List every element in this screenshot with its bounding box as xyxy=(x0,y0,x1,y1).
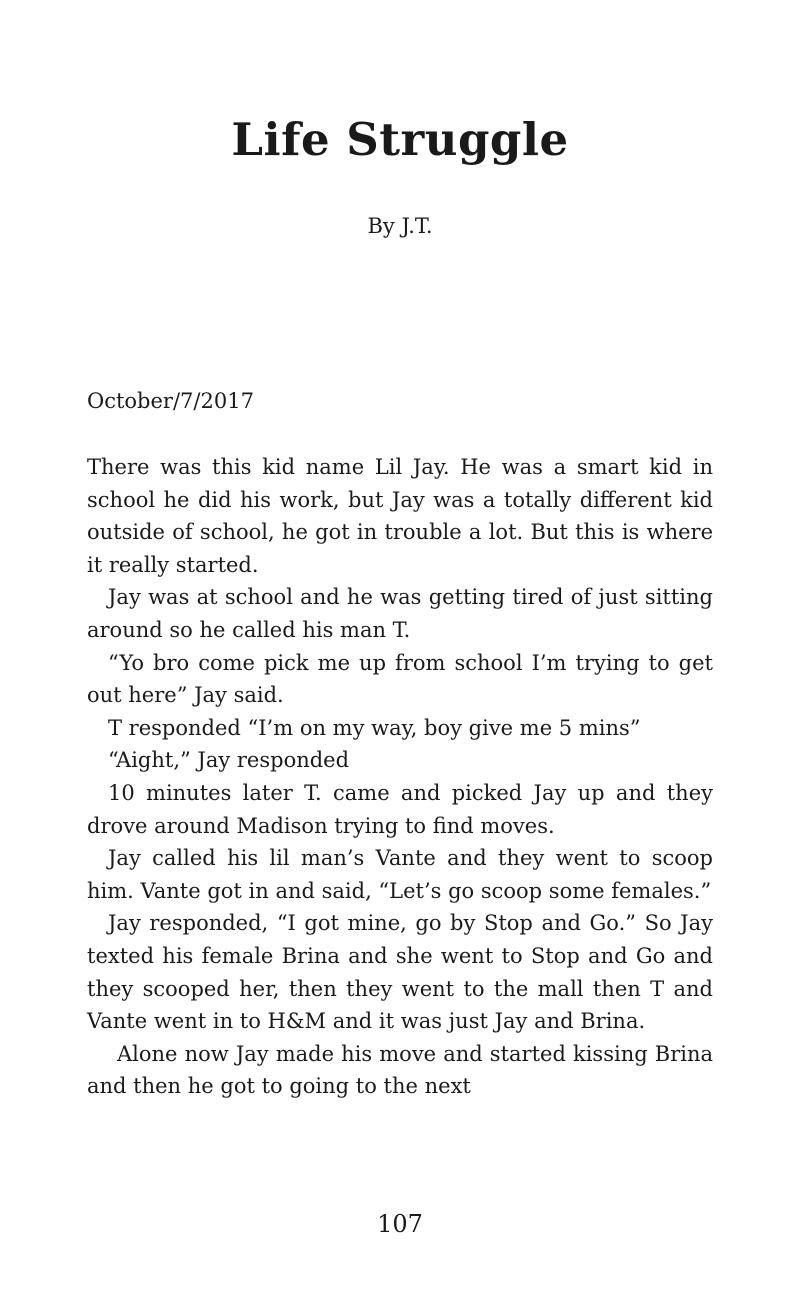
paragraph: Alone now Jay made his move and started kissing Brina and then he got to going to the next xyxy=(87,1041,713,1099)
story-body xyxy=(87,451,713,1103)
paragraph: There was this kid name Lil Jay. He was a smart kid in school he did his work, but Jay was a totally different kid outside of school, he got in trouble a lot. But this is where it really started. xyxy=(87,455,713,577)
paragraph: “Yo bro come pick me up from school I’m trying to get out here” Jay said. xyxy=(87,650,713,708)
paragraph: Jay called his lil man’s Vante and they went to scoop him. Vante got in and said, “Let’s go scoop some females.” xyxy=(87,846,713,903)
story-date: October/7/2017 xyxy=(87,389,254,413)
author-byline: By J.T. xyxy=(367,214,433,238)
paragraph: Jay was at school and he was getting tired of just sitting around so he called his man T. xyxy=(87,585,713,642)
page-number: 107 xyxy=(377,1210,423,1238)
paragraph: Jay responded, “I got mine, go by Stop and Go.” So Jay texted his female Brina and she went to Stop and Go and they scooped her, then they went to the mall then T and Vante went in to H&M and it was just Jay and Brina. xyxy=(87,911,713,1034)
paragraph: T responded “I’m on my way, boy give me 5 mins” xyxy=(108,715,641,740)
paragraph: “Aight,” Jay responded xyxy=(108,748,350,773)
story-title: Life Struggle xyxy=(231,113,569,166)
paragraph: 10 minutes later T. came and picked Jay up and they drove around Madison trying to find moves. xyxy=(87,780,713,838)
